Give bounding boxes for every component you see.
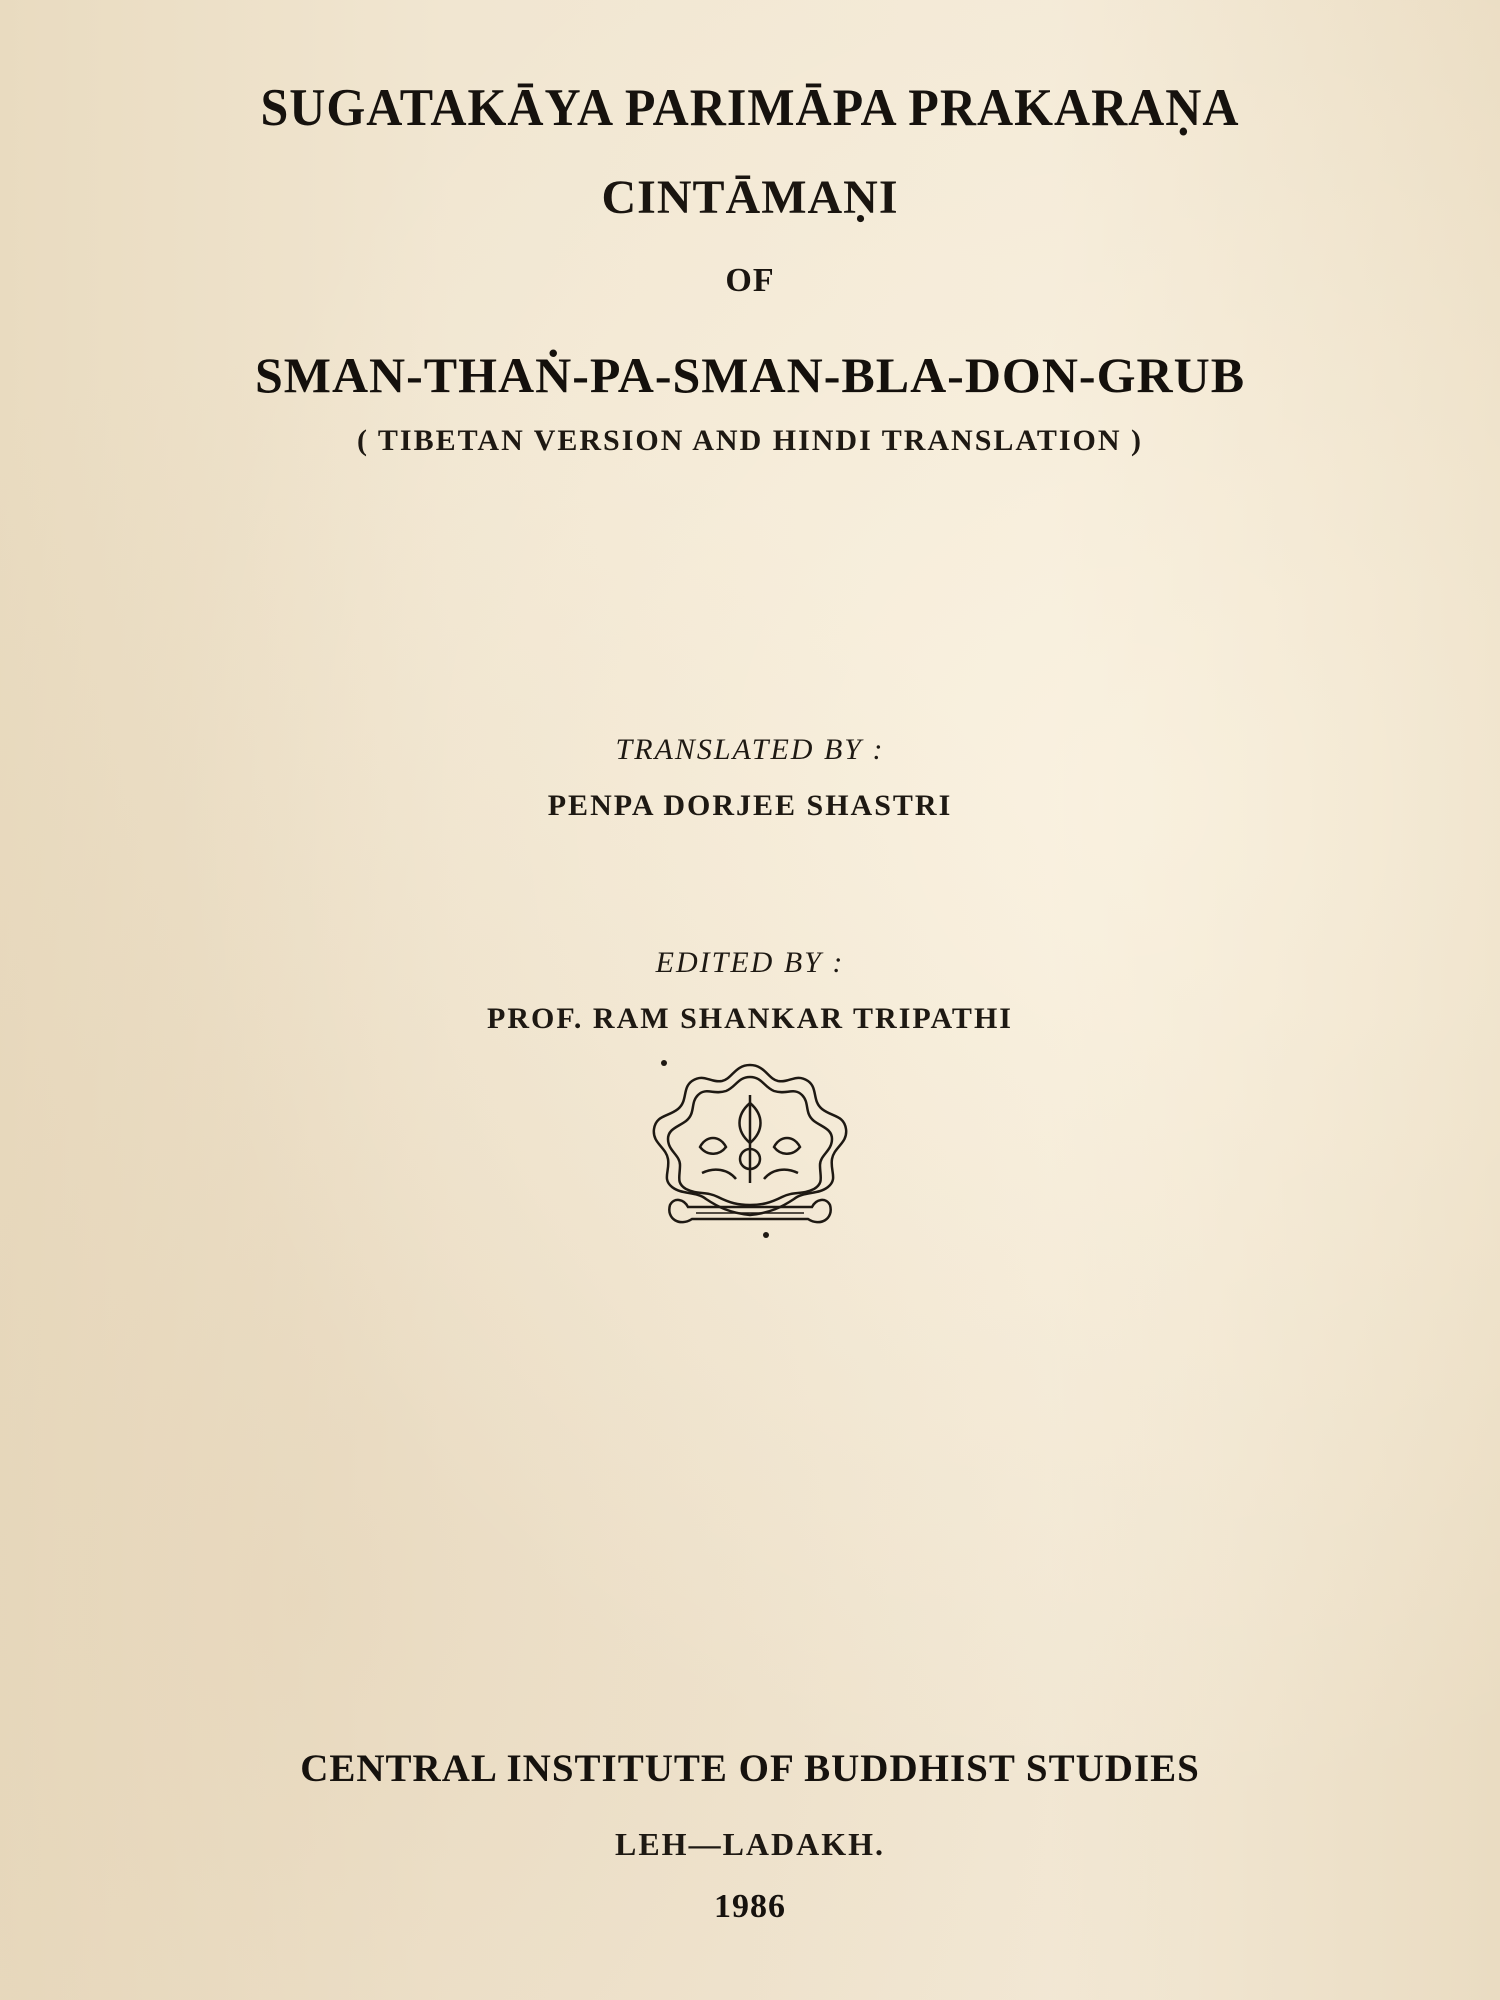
edited-by-label: EDITED BY : [655,946,845,979]
translator-name: PENPA DORJEE SHASTRI [547,789,953,822]
institute-seal-icon [640,1055,860,1240]
book-title: SUGATAKĀYA PARIMĀPA PRAKARAṆA [260,77,1240,137]
publication-place: LEH—LADAKH. [614,1826,886,1862]
publisher-name: CENTRAL INSTITUTE OF BUDDHIST STUDIES [300,1747,1200,1790]
of-label: OF [725,262,775,299]
author-name: SMAN-THAṄ-PA-SMAN-BLA-DON-GRUB [254,347,1246,403]
translated-by-label: TRANSLATED BY : [615,733,885,766]
publication-year: 1986 [714,1888,786,1925]
version-note: ( TIBETAN VERSION AND HINDI TRANSLATION ) [356,424,1144,457]
editor-name: PROF. RAM SHANKAR TRIPATHI [487,1002,1013,1035]
book-title-continued: CINTĀMAṆI [601,171,899,224]
